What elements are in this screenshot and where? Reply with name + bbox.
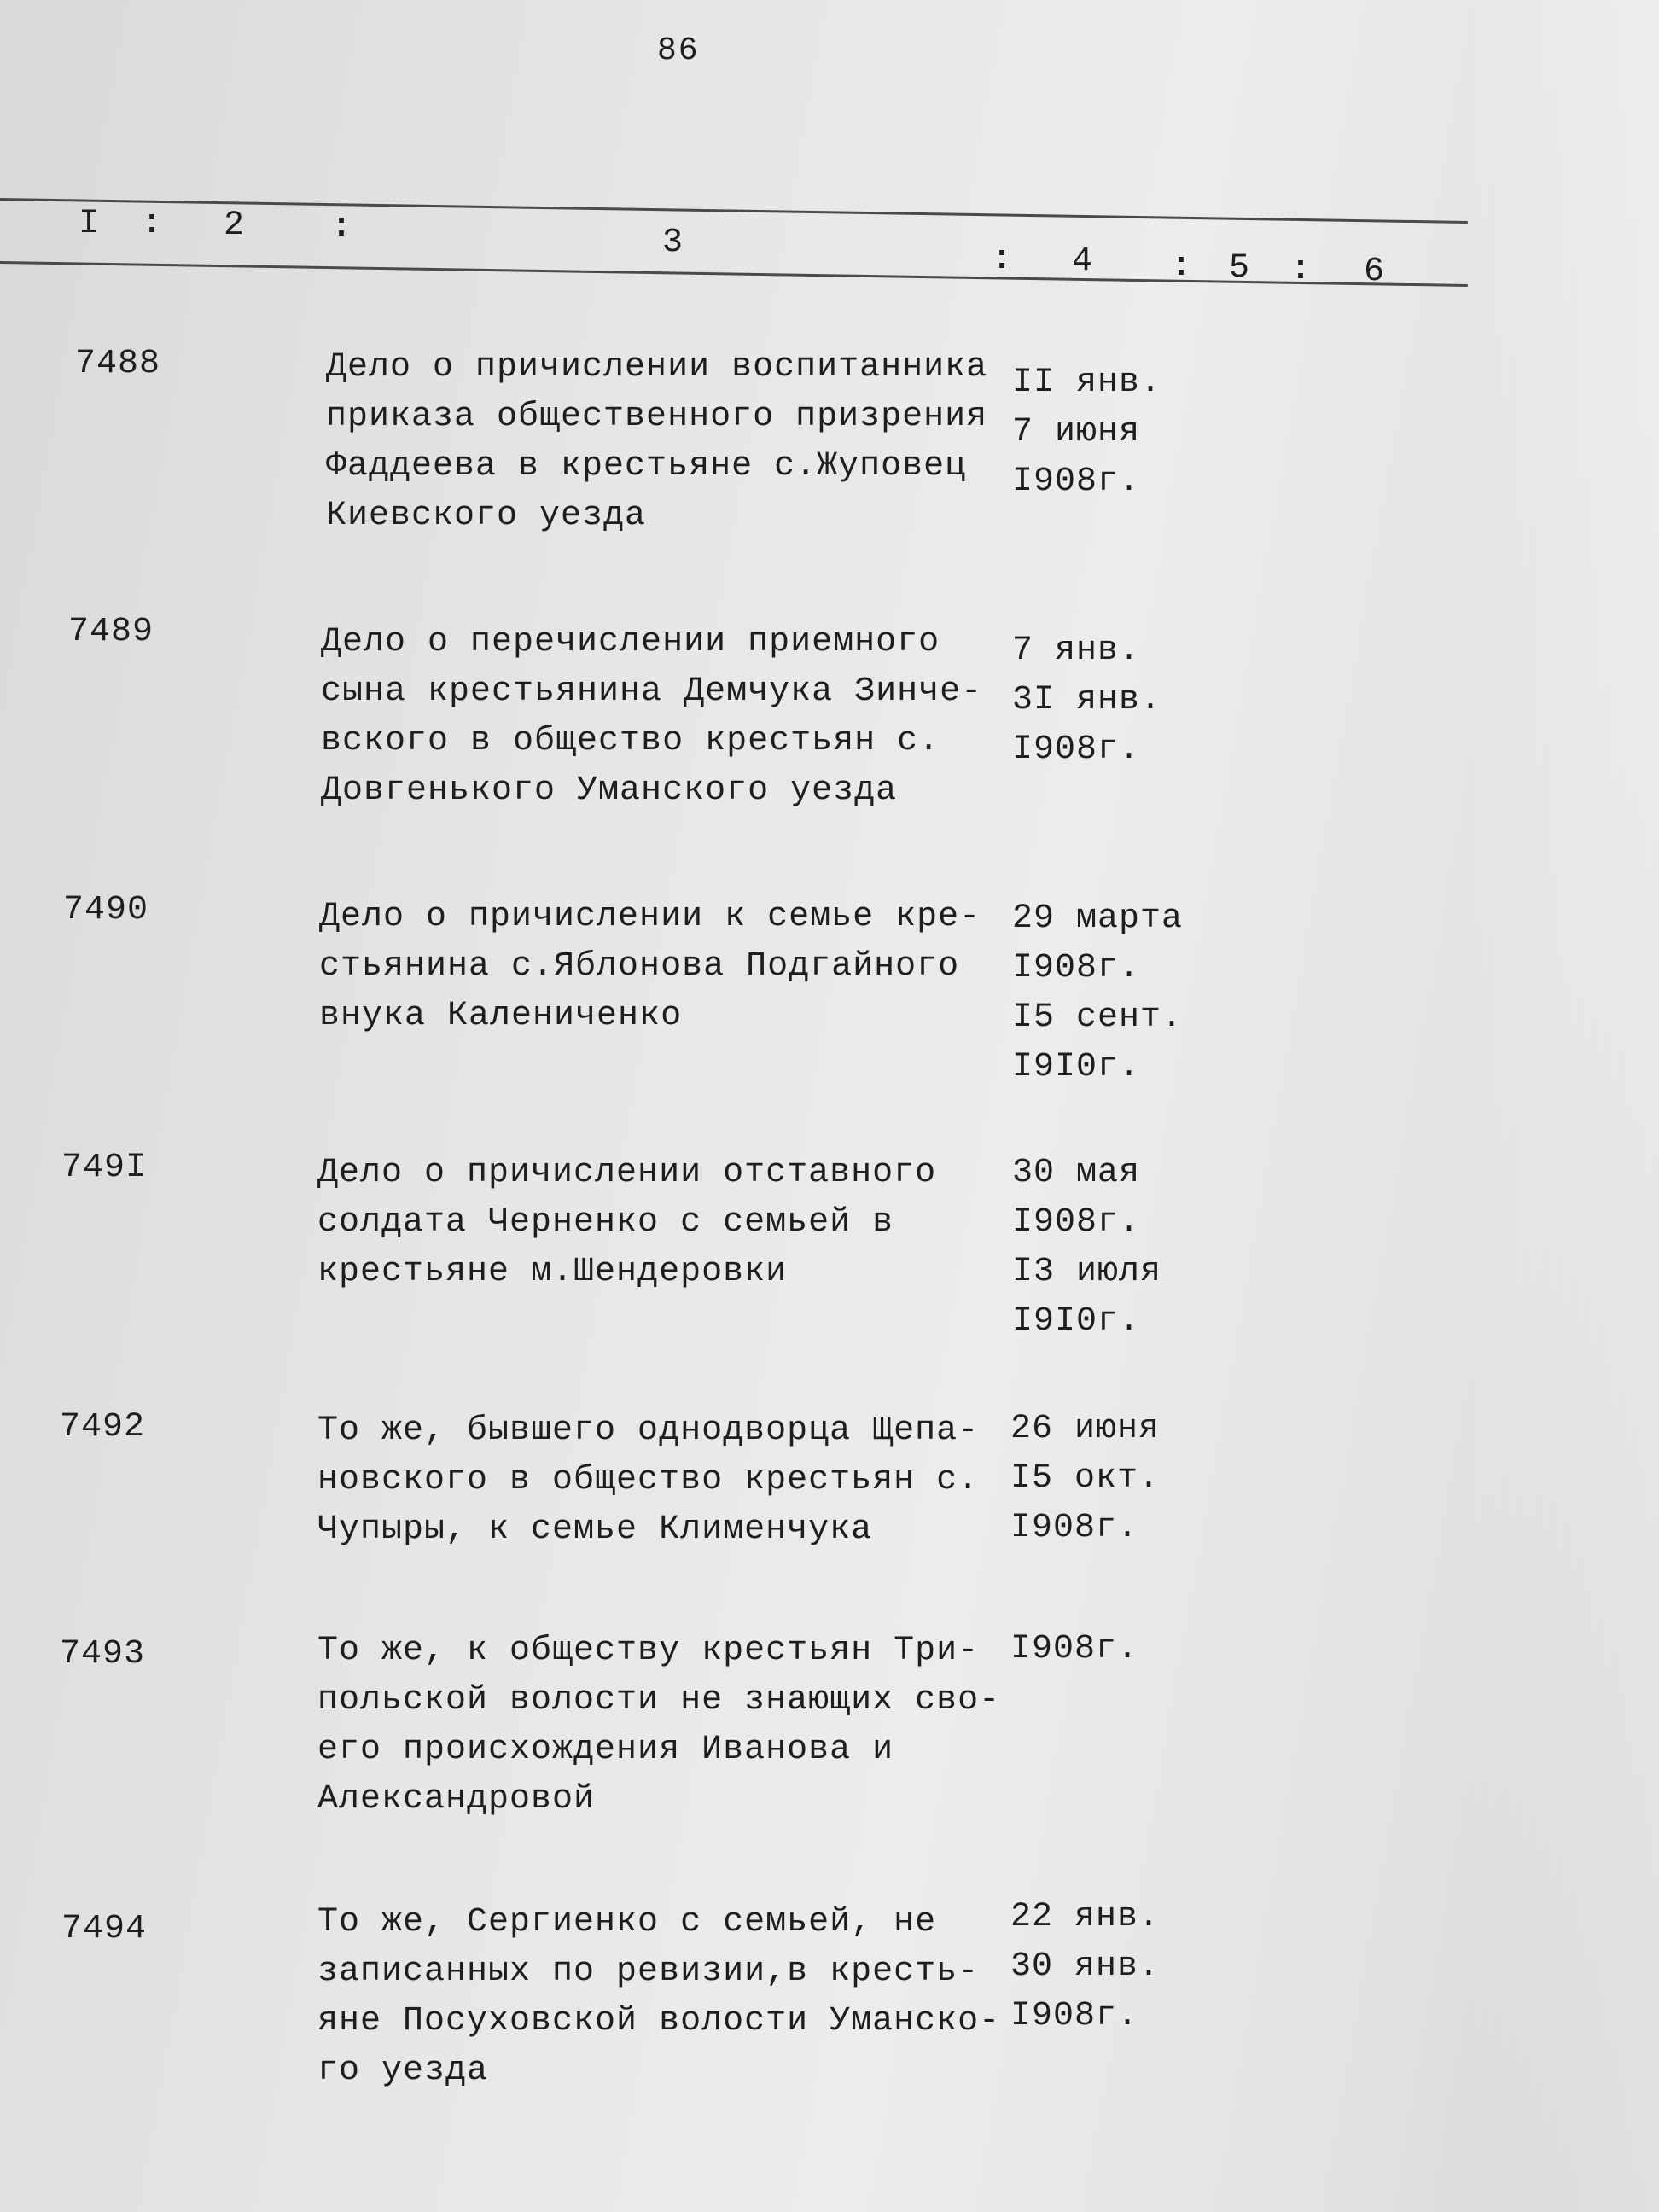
date-line: I5 окт. xyxy=(1010,1459,1161,1498)
entry-description xyxy=(317,1406,979,1555)
entry-description xyxy=(326,343,987,541)
column-header-1: I xyxy=(79,205,100,243)
description-line: польской волости не знающих сво- xyxy=(317,1681,1001,1720)
column-separator: : xyxy=(331,208,352,247)
description-line: его происхождения Иванова и xyxy=(317,1731,894,1769)
description-line: вского в общество крестьян с. xyxy=(321,722,940,760)
date-line: I908г. xyxy=(1012,949,1141,987)
description-line: внука Калениченко xyxy=(319,997,683,1035)
date-line: 7 июня xyxy=(1012,413,1141,451)
entry-description xyxy=(317,1149,936,1297)
date-line: 7 янв. xyxy=(1012,632,1141,670)
date-line: I908г. xyxy=(1010,1630,1139,1668)
page-number: 86 xyxy=(657,32,700,69)
page-edge-shade xyxy=(1463,0,1659,2212)
entry-dates xyxy=(1012,1149,1161,1347)
date-line: 22 янв. xyxy=(1010,1898,1161,1936)
description-line: Дело о перечислении приемного xyxy=(321,623,940,661)
description-line: Чупыры, к семье Клименчука xyxy=(317,1511,873,1549)
entry-dates xyxy=(1010,1405,1160,1553)
date-line: I9I0г. xyxy=(1012,1302,1141,1341)
date-line: I908г. xyxy=(1010,1997,1139,2035)
entry-number: 7494 xyxy=(61,1910,148,1948)
column-separator: : xyxy=(142,205,163,243)
description-line: Дело о причислении отставного xyxy=(317,1154,937,1192)
date-line: I5 сент. xyxy=(1012,998,1184,1037)
entry-description xyxy=(317,1627,1000,1825)
date-line: 30 янв. xyxy=(1010,1947,1161,1986)
entry-number: 749I xyxy=(61,1149,148,1187)
entry-dates xyxy=(1012,358,1161,507)
description-line: яне Посуховской волости Уманско- xyxy=(317,2002,1001,2040)
description-line: записанных по ревизии,в кресть- xyxy=(317,1953,980,1991)
date-line: 30 мая xyxy=(1012,1154,1141,1192)
description-line: го уезда xyxy=(317,2052,489,2090)
description-line: Дело о причислении воспитанника xyxy=(326,348,988,387)
description-line: солдата Черненко с семьей в xyxy=(317,1203,894,1242)
entry-number: 7492 xyxy=(60,1408,146,1447)
description-line: То же, бывшего однодворца Щепа- xyxy=(317,1412,980,1450)
date-line: 26 июня xyxy=(1010,1410,1161,1448)
date-line: I908г. xyxy=(1012,731,1141,769)
description-line: Александровой xyxy=(317,1780,596,1819)
column-separator: : xyxy=(1171,247,1192,286)
entry-description xyxy=(317,1898,1000,2096)
date-line: I9I0г. xyxy=(1012,1048,1141,1086)
entry-dates xyxy=(1010,1893,1160,2041)
entry-dates xyxy=(1012,626,1161,775)
date-line: I908г. xyxy=(1012,1203,1141,1242)
description-line: приказа общественного призрения xyxy=(326,398,988,436)
column-header-3: 3 xyxy=(662,224,684,262)
entry-description xyxy=(319,893,981,1041)
description-line: сына крестьянина Демчука Зинче- xyxy=(321,672,983,711)
date-line: I3 июля xyxy=(1012,1253,1162,1291)
column-header-2: 2 xyxy=(224,207,245,245)
column-header-4: 4 xyxy=(1072,242,1093,281)
date-line: I908г. xyxy=(1010,1509,1139,1547)
entry-number: 7493 xyxy=(60,1635,146,1674)
entry-number: 7488 xyxy=(75,345,161,383)
description-line: Довгенького Уманского уезда xyxy=(321,771,898,810)
description-line: Фаддеева в крестьяне с.Жуповец xyxy=(326,447,967,486)
description-line: стьянина с.Яблонова Подгайного xyxy=(319,947,960,986)
description-line: новского в общество крестьян с. xyxy=(317,1461,980,1499)
description-line: Дело о причислении к семье кре- xyxy=(319,898,981,936)
entry-number: 7490 xyxy=(63,891,149,929)
column-header-5: 5 xyxy=(1229,249,1250,288)
column-header-6: 6 xyxy=(1364,253,1385,291)
date-line: 29 марта xyxy=(1012,899,1184,938)
description-line: То же, Сергиенко с семьей, не xyxy=(317,1903,937,1941)
header-rule-top xyxy=(0,198,1468,224)
date-line: 3I янв. xyxy=(1012,681,1162,719)
entry-number: 7489 xyxy=(68,613,154,651)
description-line: То же, к обществу крестьян Три- xyxy=(317,1632,980,1670)
entry-dates xyxy=(1012,894,1183,1092)
entry-description xyxy=(321,618,982,816)
date-line: II янв. xyxy=(1012,364,1162,402)
date-line: I908г. xyxy=(1012,463,1141,501)
description-line: крестьяне м.Шендеровки xyxy=(317,1253,788,1291)
column-separator: : xyxy=(1290,251,1312,289)
entry-dates xyxy=(1010,1625,1138,1674)
description-line: Киевского уезда xyxy=(326,497,647,535)
column-separator: : xyxy=(992,241,1013,279)
